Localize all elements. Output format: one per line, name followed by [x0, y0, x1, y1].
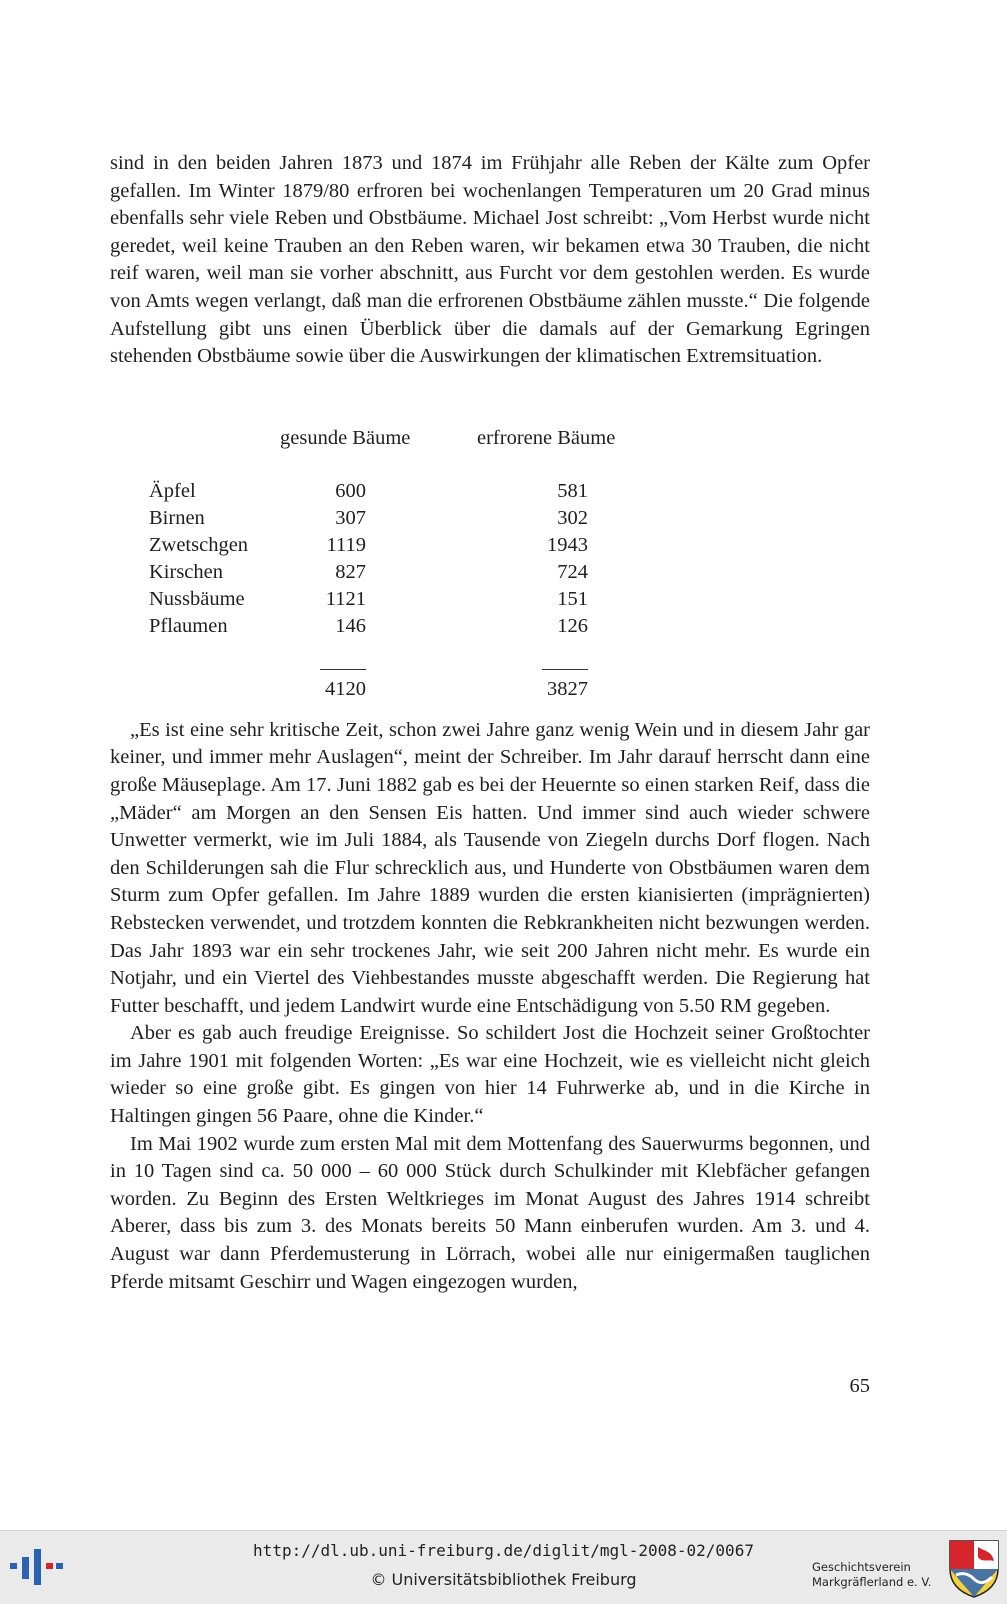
footer-society — [812, 1560, 948, 1590]
footer-copyright: © Universitätsbibliothek Freiburg — [370, 1570, 637, 1589]
society-line-1: Geschichtsverein — [812, 1560, 911, 1574]
header-healthy-trees: gesunde Bäume — [280, 427, 411, 449]
row-frozen: 1943 — [547, 534, 588, 556]
markgraeflerland-crest-icon — [948, 1539, 1000, 1599]
row-name: Zwetschgen — [149, 534, 249, 556]
society-line-2: Markgräflerland e. V. — [812, 1575, 932, 1589]
row-name: Birnen — [149, 507, 205, 529]
row-name: Nussbäume — [149, 588, 245, 610]
footer-url-link[interactable]: http://dl.ub.uni-freiburg.de/diglit/mgl-2008-02/0067 — [253, 1541, 754, 1560]
paragraph-1: sind in den beiden Jahren 1873 und 1874 im Frühjahr alle Reben der Kälte zum Opfer gefallen. Im Winter 1879/80 erfroren bei wochenlangen Temperaturen um 20 Grad minus ebenfalls sehr viele Reben und Obstbäume. Michael Jost schreibt: „Vom Herbst wurde nicht geredet, weil keine Trauben an den Reben waren, wir bekamen etwa 30 Trauben, die nicht reif waren, weil man sie vorher abschnitt, aus Furcht vor dem gestohlen werden. Es wurde von Amts wegen verlangt, daß man die erfrorenen Obstbäume zählen musste.“ Die folgende Aufstellung gibt uns einen Überblick über die damals auf der Gemarkung Egringen stehenden Obstbäume sowie über die Auswirkungen der klimatischen Extremsituation. — [110, 152, 870, 368]
row-frozen: 724 — [557, 561, 588, 583]
row-frozen: 151 — [557, 588, 588, 610]
paragraph-2: „Es ist eine sehr kritische Zeit, schon zwei Jahre ganz wenig Wein und in diesem Jahr gar keiner, und immer mehr Auslagen“, meint der Schreiber. Im Jahr darauf herrscht dann eine große Mäuseplage. Am 17. Juni 1882 gab es bei der Heuernte so einen starken Reif, dass die „Mäder“ am Morgen an den Sensen Eis hatten. Und immer sind auch wieder schwere Unwetter vermerkt, wie im Juli 1884, als Tausende von Ziegeln durchs Dorf flogen. Nach den Schilderungen sah die Flur schrecklich aus, und Hunderte von Obstbäumen waren dem Sturm zum Opfer gefallen. Im Jahre 1889 wurden die ersten kianisierten (imprägnierten) Rebstecken verwendet, und trotzdem konnten die Rebkrankheiten nicht bezwungen werden. Das Jahr 1893 war ein sehr trockenes Jahr, wie seit 200 Jahren nicht mehr. Es wurde ein Notjahr, und ein Viertel des Viehbestandes musste abgeschafft werden. Die Regierung hat Futter beschafft, und jedem Landwirt wurde eine Entschädigung von 5.50 RM gegeben. — [110, 718, 870, 1017]
row-frozen: 126 — [557, 615, 588, 637]
sum-line-frozen — [542, 669, 588, 670]
footer-bar — [0, 1530, 1007, 1604]
row-healthy: 146 — [335, 615, 366, 637]
sum-line-healthy — [320, 669, 366, 670]
row-healthy: 600 — [335, 480, 366, 502]
row-name: Kirschen — [149, 561, 224, 583]
row-healthy: 1121 — [325, 588, 366, 610]
total-healthy: 4120 — [325, 678, 366, 700]
paragraph-3: Aber es gab auch freudige Ereignisse. So schildert Jost die Hochzeit seiner Großtochter im Jahre 1901 mit folgenden Worten: „Es war eine Hochzeit, wie es vielleicht nicht gleich wieder so eine große gibt. Es gingen von hier 14 Fuhrwerke ab, und in die Kirche in Haltingen gingen 56 Paare, ohne die Kinder.“ — [110, 1022, 870, 1128]
row-healthy: 1119 — [326, 534, 366, 556]
row-frozen: 581 — [557, 480, 588, 502]
page-number: 65 — [849, 1375, 870, 1397]
row-name: Pflaumen — [149, 615, 228, 637]
row-healthy: 827 — [335, 561, 366, 583]
row-healthy: 307 — [335, 507, 366, 529]
header-frozen-trees: erfrorene Bäume — [477, 427, 616, 449]
page-body — [110, 150, 870, 1296]
row-frozen: 302 — [557, 507, 588, 529]
paragraph-4: Im Mai 1902 wurde zum ersten Mal mit dem Mottenfang des Sauerwurms begonnen, und in 10 Tagen sind ca. 50 000 – 60 000 Stück durch Schulkinder mit Klebfächer gefangen worden. Zu Beginn des Ersten Weltkrieges im Monat August des Jahres 1914 schreibt Aberer, dass bis zum 3. des Monats bereits 50 Mann einberufen wurden. Am 3. und 4. August war dann Pferdemusterung in Lörrach, wobei alle nur einigermaßen tauglichen Pferde mitsamt Geschirr und Wagen eingezogen wurden, — [110, 1132, 870, 1293]
total-frozen: 3827 — [547, 678, 588, 700]
row-name: Äpfel — [149, 480, 196, 502]
